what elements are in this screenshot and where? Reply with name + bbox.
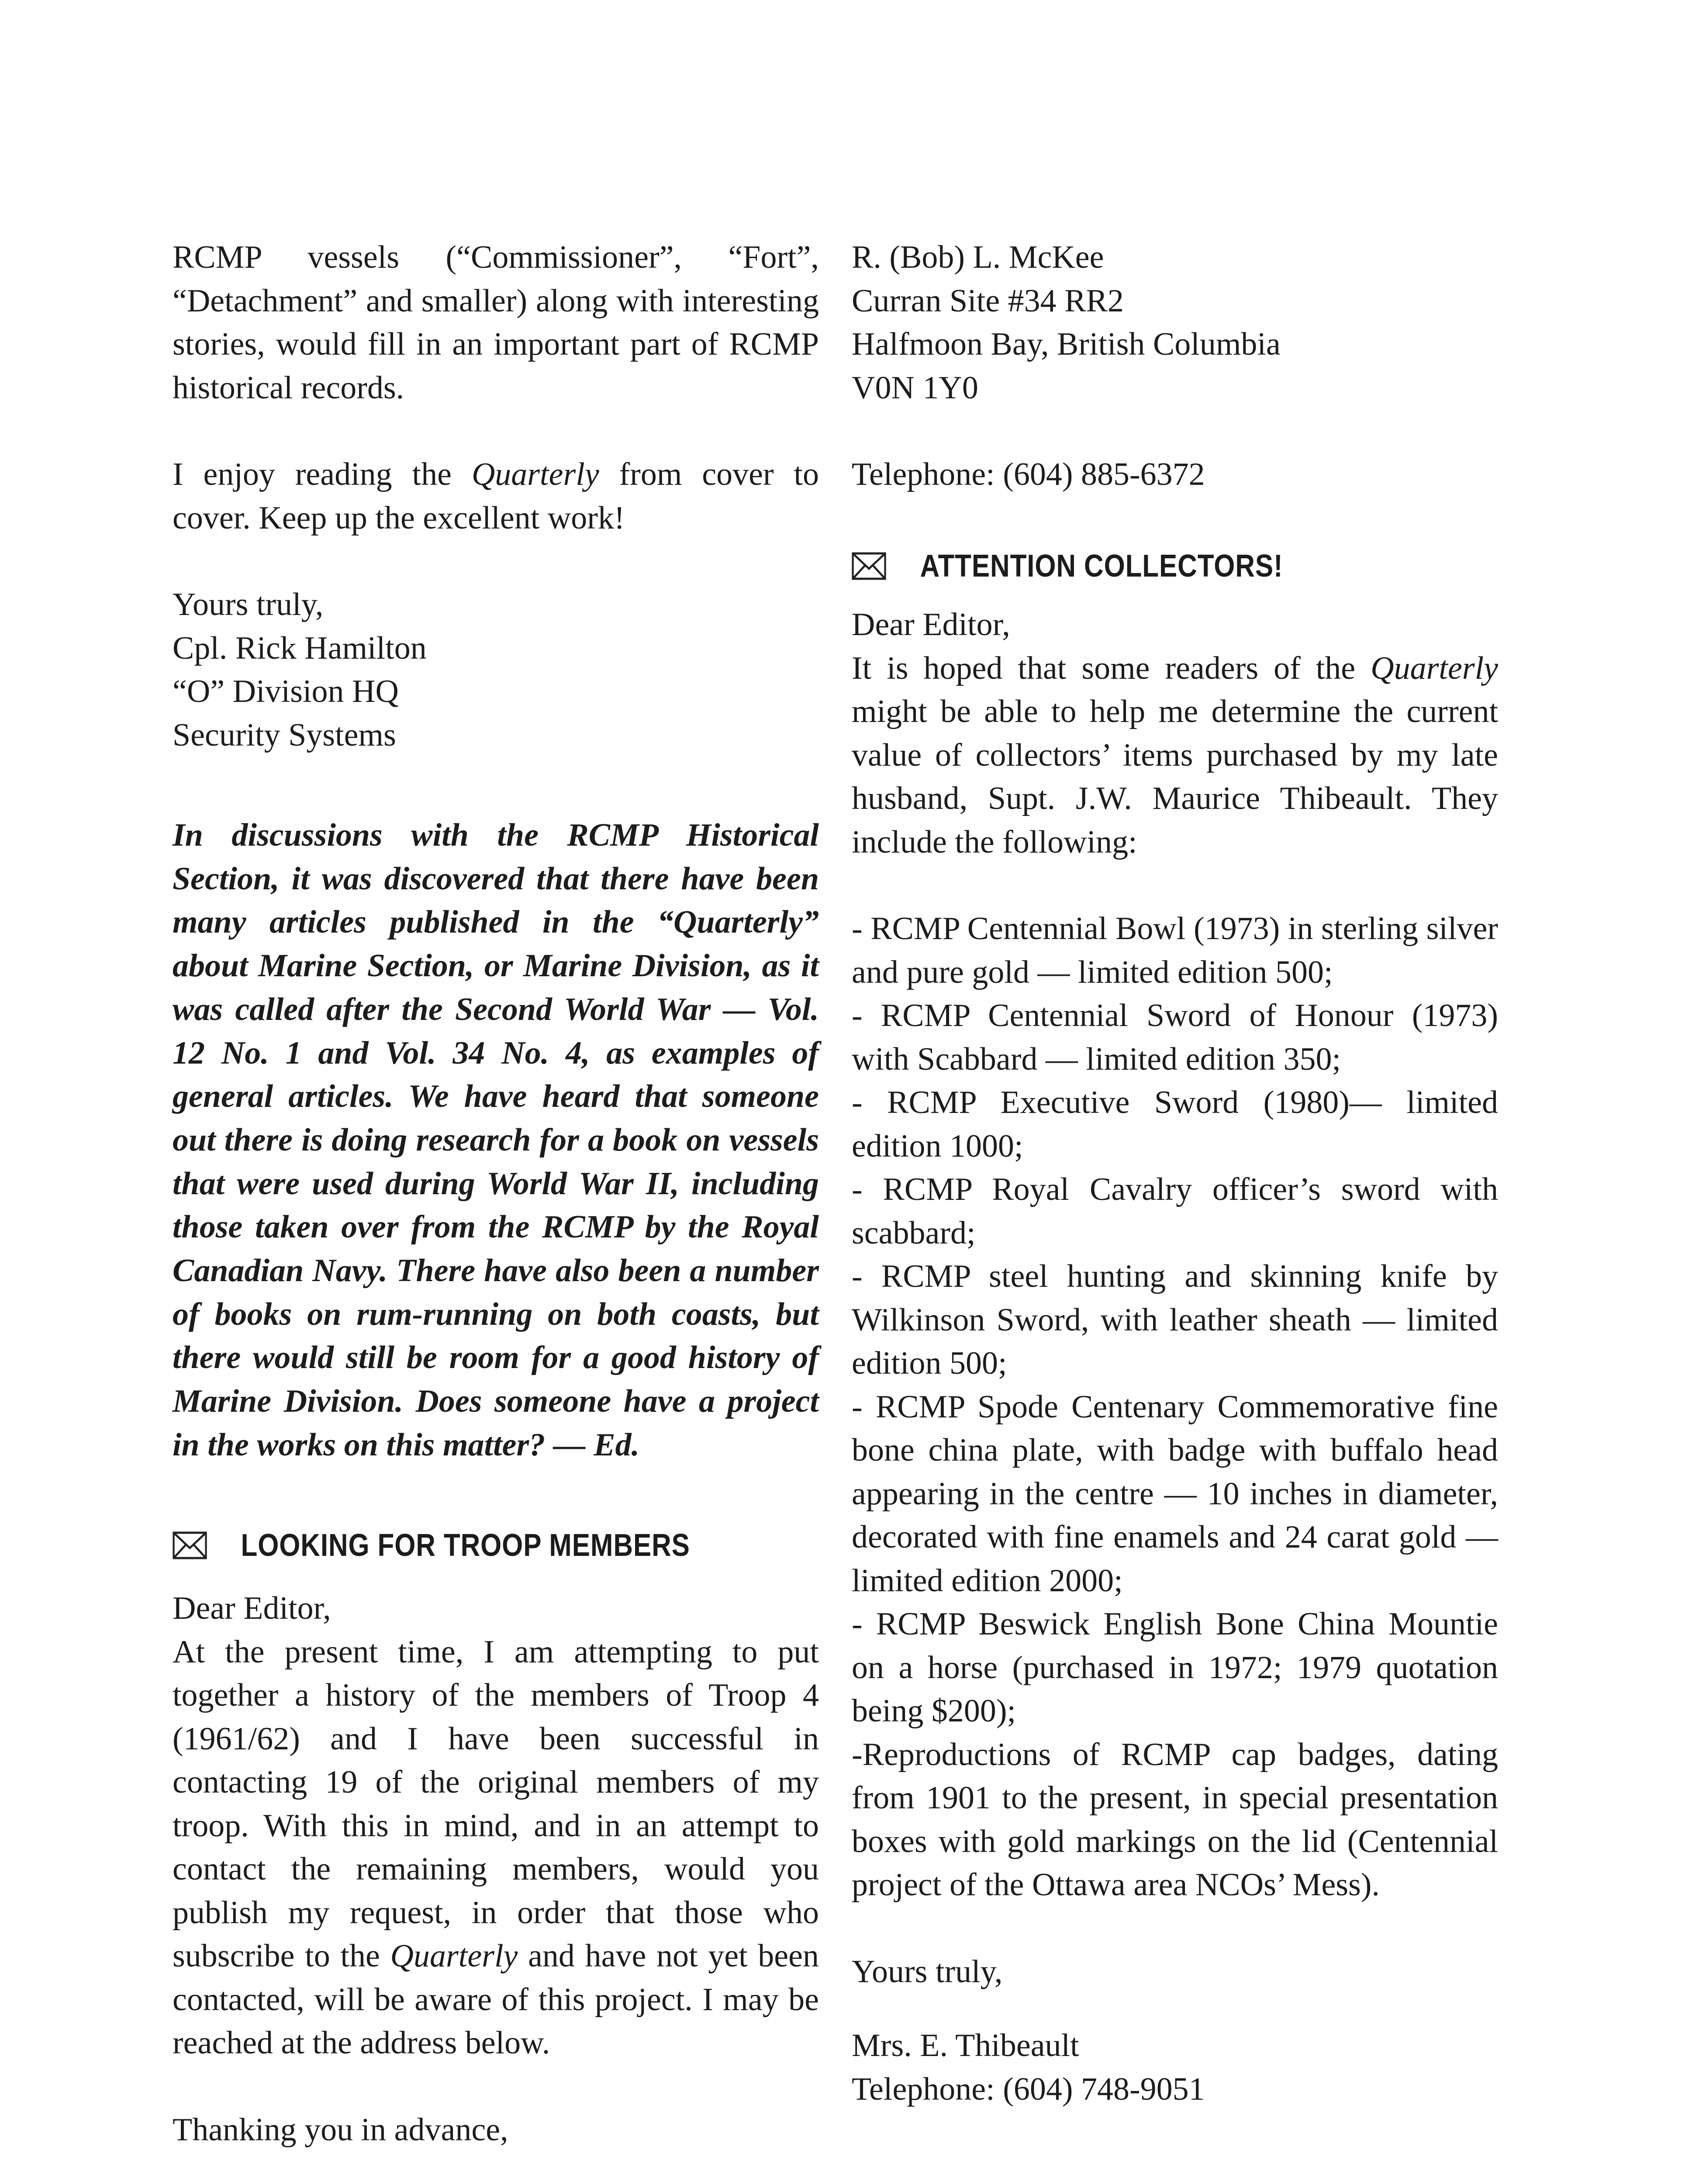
collectors-letter-body: It is hoped that some readers of the Quarterly might be able to help me determine the current value of collectors’ items purchased by my late husband, Supt. J.W. Maurice Thibeault. They include the following: <box>852 650 1498 860</box>
signature-name: Mrs. E. Thibeault <box>852 2028 1079 2063</box>
list-item: - RCMP Centennial Sword of Honour (1973) with Scabbard — limited edition 350; <box>852 998 1498 1077</box>
address-line1: Curran Site #34 RR2 <box>852 283 1124 319</box>
envelope-icon <box>173 1531 207 1559</box>
address-name: R. (Bob) L. McKee <box>852 239 1104 275</box>
thanks: Thanking you in advance, <box>173 2111 508 2148</box>
closing: Yours truly, <box>852 1953 1003 1990</box>
section-heading-collectors <box>852 545 1408 588</box>
troop-letter-body: At the present time, I am attempting to put together a history of the members of Troop 4 (1961/62) and I have been successful in contacting 19 of the original members of my troop. With this in mind, and in an attempt to contact the remaining members, would you publish my request, in order that those who subscribe to the Quarterly and have not yet been contacted, will be aware of this project. I may be reached at the address below. <box>173 1634 819 2061</box>
section-heading-text: LOOKING FOR TROOP MEMBERS <box>241 1527 690 1563</box>
signature-division: “O” Division HQ <box>173 674 399 709</box>
left-column <box>173 236 819 2152</box>
intro-paragraph: RCMP vessels (“Commissioner”, “Fort”, “Detachment” and smaller) along with interesting stories, would fill in an important part of RCMP historical records. <box>173 239 819 406</box>
list-item: - RCMP Executive Sword (1980)— limited edition 1000; <box>852 1085 1498 1164</box>
telephone-2: Telephone: (604) 748-9051 <box>852 2071 1205 2107</box>
collectors-item-list <box>852 907 1498 1907</box>
closing: Yours truly, <box>173 587 324 622</box>
list-item: - RCMP Centennial Bowl (1973) in sterling silver and pure gold — limited edition 500; <box>852 911 1498 990</box>
list-item: - RCMP Beswick English Bone China Mountie on a horse (purchased in 1972; 1979 quotation being $200); <box>852 1606 1498 1729</box>
signature-unit: Security Systems <box>173 717 396 753</box>
envelope-icon <box>852 552 886 580</box>
section-heading-troop <box>173 1524 729 1568</box>
signature-name: Cpl. Rick Hamilton <box>173 630 427 666</box>
section-heading-text: ATTENTION COLLECTORS! <box>920 548 1283 584</box>
right-column <box>852 236 1498 2111</box>
salutation: Dear Editor, <box>173 1590 331 1627</box>
address-line2: Halfmoon Bay, British Columbia <box>852 326 1281 362</box>
editor-note: In discussions with the RCMP Historical Section, it was discovered that there have been many articles published in the “Quarterly” about Marine Section, or Marine Division, as it was called after the Second World War — Vol. 12 No. 1 and Vol. 34 No. 4, as examples of general articles. We have heard that someone out there is doing research for a book on vessels that were used during World War II, including those taken over from the RCMP by the Royal Canadian Navy. There have also been a number of books on rum-running on both coasts, but there would still be room for a good history of Marine Division. Does someone have a project in the works on this matter? — Ed. <box>173 817 819 1463</box>
telephone: Telephone: (604) 885-6372 <box>852 456 1205 492</box>
address-postal: V0N 1Y0 <box>852 370 978 406</box>
list-item: - RCMP steel hunting and skinning knife by Wilkinson Sword, with leather sheath — limited edition 500; <box>852 1258 1498 1381</box>
list-item: - RCMP Spode Centenary Commemorative fine bone china plate, with badge with buffalo head appearing in the centre — 10 inches in diameter, decorated with fine enamels and 24 carat gold — limited edition 2000; <box>852 1389 1498 1599</box>
salutation: Dear Editor, <box>852 607 1010 643</box>
enjoy-paragraph: I enjoy reading the Quarterly from cover to cover. Keep up the excellent work! <box>173 456 819 536</box>
list-item: -Reproductions of RCMP cap badges, dating from 1901 to the present, in special presentation boxes with gold markings on the lid (Centennial project of the Ottawa area NCOs’ Mess). <box>852 1736 1498 1903</box>
list-item: - RCMP Royal Cavalry officer’s sword with scabbard; <box>852 1171 1498 1251</box>
